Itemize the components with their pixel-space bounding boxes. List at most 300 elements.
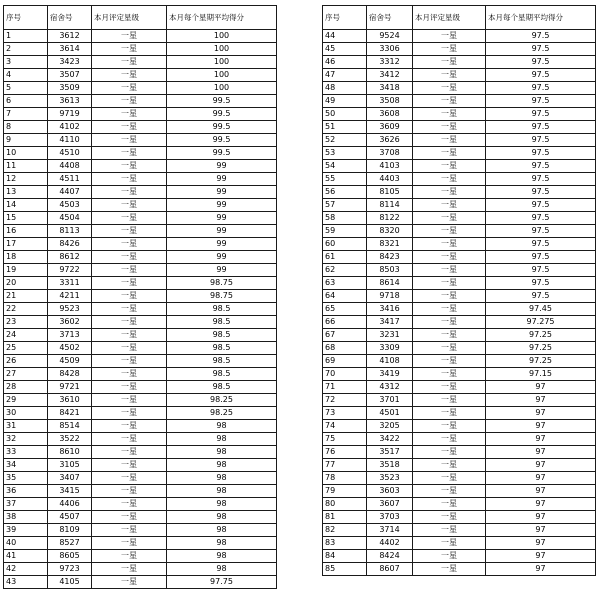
level-cell[interactable]: 一星 <box>413 394 486 407</box>
level-cell[interactable]: 一星 <box>413 446 486 459</box>
score-cell[interactable]: 98 <box>167 511 277 524</box>
level-cell[interactable]: 一星 <box>92 264 167 277</box>
seq-cell[interactable]: 38 <box>4 511 48 524</box>
score-cell[interactable]: 97.15 <box>486 368 596 381</box>
seq-cell[interactable]: 70 <box>323 368 367 381</box>
dorm-cell[interactable]: 8610 <box>48 446 92 459</box>
dorm-cell[interactable]: 4501 <box>367 407 413 420</box>
seq-cell[interactable]: 67 <box>323 329 367 342</box>
score-cell[interactable]: 97 <box>486 524 596 537</box>
level-cell[interactable]: 一星 <box>413 550 486 563</box>
level-cell[interactable]: 一星 <box>92 173 167 186</box>
score-cell[interactable]: 99 <box>167 264 277 277</box>
dorm-cell[interactable]: 8514 <box>48 420 92 433</box>
dorm-cell[interactable]: 4407 <box>48 186 92 199</box>
level-cell[interactable]: 一星 <box>92 238 167 251</box>
level-cell[interactable]: 一星 <box>92 563 167 576</box>
seq-cell[interactable]: 49 <box>323 95 367 108</box>
dorm-cell[interactable]: 3407 <box>48 472 92 485</box>
seq-cell[interactable]: 55 <box>323 173 367 186</box>
seq-cell[interactable]: 77 <box>323 459 367 472</box>
dorm-cell[interactable]: 8612 <box>48 251 92 264</box>
seq-cell[interactable]: 79 <box>323 485 367 498</box>
level-cell[interactable]: 一星 <box>413 69 486 82</box>
dorm-cell[interactable]: 3713 <box>48 329 92 342</box>
header-dorm[interactable]: 宿舍号 <box>48 6 92 30</box>
score-cell[interactable]: 97.5 <box>486 121 596 134</box>
seq-cell[interactable]: 58 <box>323 212 367 225</box>
seq-cell[interactable]: 2 <box>4 43 48 56</box>
dorm-cell[interactable]: 9524 <box>367 30 413 43</box>
level-cell[interactable]: 一星 <box>413 238 486 251</box>
level-cell[interactable]: 一星 <box>413 368 486 381</box>
score-cell[interactable]: 98.5 <box>167 368 277 381</box>
score-cell[interactable]: 98.75 <box>167 290 277 303</box>
score-cell[interactable]: 98.5 <box>167 381 277 394</box>
level-cell[interactable]: 一星 <box>92 212 167 225</box>
dorm-cell[interactable]: 8114 <box>367 199 413 212</box>
score-cell[interactable]: 97.5 <box>486 212 596 225</box>
seq-cell[interactable]: 76 <box>323 446 367 459</box>
dorm-cell[interactable]: 3231 <box>367 329 413 342</box>
dorm-cell[interactable]: 3517 <box>367 446 413 459</box>
dorm-cell[interactable]: 9523 <box>48 303 92 316</box>
score-cell[interactable]: 97.5 <box>486 82 596 95</box>
seq-cell[interactable]: 56 <box>323 186 367 199</box>
dorm-cell[interactable]: 3205 <box>367 420 413 433</box>
seq-cell[interactable]: 66 <box>323 316 367 329</box>
level-cell[interactable]: 一星 <box>413 30 486 43</box>
dorm-cell[interactable]: 4211 <box>48 290 92 303</box>
dorm-cell[interactable]: 8503 <box>367 264 413 277</box>
seq-cell[interactable]: 23 <box>4 316 48 329</box>
seq-cell[interactable]: 69 <box>323 355 367 368</box>
level-cell[interactable]: 一星 <box>92 550 167 563</box>
dorm-cell[interactable]: 9719 <box>48 108 92 121</box>
score-cell[interactable]: 100 <box>167 69 277 82</box>
seq-cell[interactable]: 71 <box>323 381 367 394</box>
dorm-cell[interactable]: 4110 <box>48 134 92 147</box>
dorm-cell[interactable]: 8113 <box>48 225 92 238</box>
dorm-cell[interactable]: 3418 <box>367 82 413 95</box>
seq-cell[interactable]: 83 <box>323 537 367 550</box>
level-cell[interactable]: 一星 <box>413 342 486 355</box>
score-cell[interactable]: 98 <box>167 472 277 485</box>
level-cell[interactable]: 一星 <box>92 342 167 355</box>
level-cell[interactable]: 一星 <box>413 121 486 134</box>
seq-cell[interactable]: 54 <box>323 160 367 173</box>
level-cell[interactable]: 一星 <box>92 394 167 407</box>
seq-cell[interactable]: 30 <box>4 407 48 420</box>
dorm-cell[interactable]: 3607 <box>367 498 413 511</box>
score-cell[interactable]: 97.5 <box>486 147 596 160</box>
seq-cell[interactable]: 50 <box>323 108 367 121</box>
seq-cell[interactable]: 37 <box>4 498 48 511</box>
dorm-cell[interactable]: 9721 <box>48 381 92 394</box>
level-cell[interactable]: 一星 <box>413 498 486 511</box>
level-cell[interactable]: 一星 <box>413 160 486 173</box>
score-cell[interactable]: 98 <box>167 537 277 550</box>
level-cell[interactable]: 一星 <box>92 160 167 173</box>
seq-cell[interactable]: 85 <box>323 563 367 576</box>
score-cell[interactable]: 97.5 <box>486 199 596 212</box>
dorm-cell[interactable]: 3415 <box>48 485 92 498</box>
dorm-cell[interactable]: 3508 <box>367 95 413 108</box>
level-cell[interactable]: 一星 <box>413 407 486 420</box>
score-cell[interactable]: 100 <box>167 82 277 95</box>
score-cell[interactable]: 98.25 <box>167 394 277 407</box>
seq-cell[interactable]: 72 <box>323 394 367 407</box>
dorm-cell[interactable]: 8321 <box>367 238 413 251</box>
dorm-cell[interactable]: 3306 <box>367 43 413 56</box>
score-cell[interactable]: 98 <box>167 550 277 563</box>
level-cell[interactable]: 一星 <box>92 30 167 43</box>
level-cell[interactable]: 一星 <box>92 134 167 147</box>
dorm-cell[interactable]: 9718 <box>367 290 413 303</box>
level-cell[interactable]: 一星 <box>413 459 486 472</box>
seq-cell[interactable]: 43 <box>4 576 48 589</box>
score-cell[interactable]: 98 <box>167 524 277 537</box>
score-cell[interactable]: 97.5 <box>486 238 596 251</box>
header-seq[interactable]: 序号 <box>323 6 367 30</box>
dorm-cell[interactable]: 4408 <box>48 160 92 173</box>
dorm-cell[interactable]: 4509 <box>48 355 92 368</box>
level-cell[interactable]: 一星 <box>92 251 167 264</box>
score-cell[interactable]: 99.5 <box>167 108 277 121</box>
score-cell[interactable]: 99 <box>167 199 277 212</box>
seq-cell[interactable]: 73 <box>323 407 367 420</box>
dorm-cell[interactable]: 4507 <box>48 511 92 524</box>
dorm-cell[interactable]: 8122 <box>367 212 413 225</box>
score-cell[interactable]: 98 <box>167 498 277 511</box>
seq-cell[interactable]: 41 <box>4 550 48 563</box>
seq-cell[interactable]: 31 <box>4 420 48 433</box>
score-cell[interactable]: 97 <box>486 446 596 459</box>
level-cell[interactable]: 一星 <box>413 134 486 147</box>
score-cell[interactable]: 97 <box>486 537 596 550</box>
score-cell[interactable]: 97.5 <box>486 160 596 173</box>
header-seq[interactable]: 序号 <box>4 6 48 30</box>
seq-cell[interactable]: 4 <box>4 69 48 82</box>
score-cell[interactable]: 97.275 <box>486 316 596 329</box>
level-cell[interactable]: 一星 <box>92 290 167 303</box>
score-cell[interactable]: 99 <box>167 173 277 186</box>
header-dorm[interactable]: 宿舍号 <box>367 6 413 30</box>
dorm-cell[interactable]: 8421 <box>48 407 92 420</box>
dorm-cell[interactable]: 3507 <box>48 69 92 82</box>
level-cell[interactable]: 一星 <box>92 121 167 134</box>
score-cell[interactable]: 99 <box>167 251 277 264</box>
dorm-cell[interactable]: 3416 <box>367 303 413 316</box>
seq-cell[interactable]: 5 <box>4 82 48 95</box>
score-cell[interactable]: 98 <box>167 420 277 433</box>
level-cell[interactable]: 一星 <box>413 485 486 498</box>
dorm-cell[interactable]: 3312 <box>367 56 413 69</box>
level-cell[interactable]: 一星 <box>413 563 486 576</box>
score-cell[interactable]: 97 <box>486 407 596 420</box>
level-cell[interactable]: 一星 <box>413 316 486 329</box>
level-cell[interactable]: 一星 <box>92 316 167 329</box>
level-cell[interactable]: 一星 <box>92 329 167 342</box>
level-cell[interactable]: 一星 <box>92 576 167 589</box>
score-cell[interactable]: 100 <box>167 56 277 69</box>
seq-cell[interactable]: 44 <box>323 30 367 43</box>
score-cell[interactable]: 100 <box>167 30 277 43</box>
level-cell[interactable]: 一星 <box>92 381 167 394</box>
seq-cell[interactable]: 12 <box>4 173 48 186</box>
seq-cell[interactable]: 57 <box>323 199 367 212</box>
seq-cell[interactable]: 19 <box>4 264 48 277</box>
level-cell[interactable]: 一星 <box>413 95 486 108</box>
score-cell[interactable]: 97.5 <box>486 173 596 186</box>
score-cell[interactable]: 99 <box>167 160 277 173</box>
level-cell[interactable]: 一星 <box>92 199 167 212</box>
score-cell[interactable]: 98 <box>167 485 277 498</box>
score-cell[interactable]: 97 <box>486 394 596 407</box>
dorm-cell[interactable]: 4103 <box>367 160 413 173</box>
seq-cell[interactable]: 42 <box>4 563 48 576</box>
score-cell[interactable]: 97.5 <box>486 186 596 199</box>
dorm-cell[interactable]: 8426 <box>48 238 92 251</box>
dorm-cell[interactable]: 3626 <box>367 134 413 147</box>
dorm-cell[interactable]: 3419 <box>367 368 413 381</box>
score-cell[interactable]: 98.5 <box>167 342 277 355</box>
seq-cell[interactable]: 11 <box>4 160 48 173</box>
level-cell[interactable]: 一星 <box>413 511 486 524</box>
dorm-cell[interactable]: 8607 <box>367 563 413 576</box>
dorm-cell[interactable]: 4108 <box>367 355 413 368</box>
level-cell[interactable]: 一星 <box>92 459 167 472</box>
dorm-cell[interactable]: 8527 <box>48 537 92 550</box>
score-cell[interactable]: 98.5 <box>167 303 277 316</box>
score-cell[interactable]: 97 <box>486 511 596 524</box>
score-cell[interactable]: 97.5 <box>486 43 596 56</box>
level-cell[interactable]: 一星 <box>413 212 486 225</box>
dorm-cell[interactable]: 3703 <box>367 511 413 524</box>
dorm-cell[interactable]: 3609 <box>367 121 413 134</box>
seq-cell[interactable]: 47 <box>323 69 367 82</box>
score-cell[interactable]: 98 <box>167 563 277 576</box>
score-cell[interactable]: 97 <box>486 498 596 511</box>
level-cell[interactable]: 一星 <box>413 251 486 264</box>
seq-cell[interactable]: 25 <box>4 342 48 355</box>
score-cell[interactable]: 97.25 <box>486 355 596 368</box>
level-cell[interactable]: 一星 <box>92 446 167 459</box>
dorm-cell[interactable]: 3105 <box>48 459 92 472</box>
dorm-cell[interactable]: 4402 <box>367 537 413 550</box>
dorm-cell[interactable]: 3602 <box>48 316 92 329</box>
level-cell[interactable]: 一星 <box>413 108 486 121</box>
score-cell[interactable]: 97.5 <box>486 277 596 290</box>
level-cell[interactable]: 一星 <box>413 264 486 277</box>
level-cell[interactable]: 一星 <box>413 524 486 537</box>
score-cell[interactable]: 97 <box>486 472 596 485</box>
score-cell[interactable]: 98.25 <box>167 407 277 420</box>
seq-cell[interactable]: 53 <box>323 147 367 160</box>
seq-cell[interactable]: 64 <box>323 290 367 303</box>
dorm-cell[interactable]: 4403 <box>367 173 413 186</box>
level-cell[interactable]: 一星 <box>413 433 486 446</box>
level-cell[interactable]: 一星 <box>413 199 486 212</box>
seq-cell[interactable]: 63 <box>323 277 367 290</box>
seq-cell[interactable]: 40 <box>4 537 48 550</box>
score-cell[interactable]: 97 <box>486 420 596 433</box>
dorm-cell[interactable]: 3610 <box>48 394 92 407</box>
dorm-cell[interactable]: 8424 <box>367 550 413 563</box>
seq-cell[interactable]: 74 <box>323 420 367 433</box>
dorm-cell[interactable]: 9722 <box>48 264 92 277</box>
level-cell[interactable]: 一星 <box>92 433 167 446</box>
seq-cell[interactable]: 8 <box>4 121 48 134</box>
dorm-cell[interactable]: 4504 <box>48 212 92 225</box>
level-cell[interactable]: 一星 <box>92 277 167 290</box>
seq-cell[interactable]: 46 <box>323 56 367 69</box>
level-cell[interactable]: 一星 <box>92 524 167 537</box>
dorm-cell[interactable]: 3603 <box>367 485 413 498</box>
score-cell[interactable]: 98.5 <box>167 329 277 342</box>
score-cell[interactable]: 97.5 <box>486 225 596 238</box>
dorm-cell[interactable]: 4511 <box>48 173 92 186</box>
level-cell[interactable]: 一星 <box>413 290 486 303</box>
dorm-cell[interactable]: 3509 <box>48 82 92 95</box>
score-cell[interactable]: 99 <box>167 186 277 199</box>
dorm-cell[interactable]: 3412 <box>367 69 413 82</box>
score-cell[interactable]: 97.25 <box>486 342 596 355</box>
score-cell[interactable]: 97.5 <box>486 264 596 277</box>
level-cell[interactable]: 一星 <box>413 472 486 485</box>
seq-cell[interactable]: 75 <box>323 433 367 446</box>
dorm-cell[interactable]: 3518 <box>367 459 413 472</box>
score-cell[interactable]: 99.5 <box>167 121 277 134</box>
level-cell[interactable]: 一星 <box>92 368 167 381</box>
score-cell[interactable]: 97.5 <box>486 95 596 108</box>
dorm-cell[interactable]: 3701 <box>367 394 413 407</box>
score-cell[interactable]: 97 <box>486 563 596 576</box>
dorm-cell[interactable]: 4502 <box>48 342 92 355</box>
dorm-cell[interactable]: 8428 <box>48 368 92 381</box>
seq-cell[interactable]: 18 <box>4 251 48 264</box>
level-cell[interactable]: 一星 <box>413 186 486 199</box>
score-cell[interactable]: 99 <box>167 238 277 251</box>
seq-cell[interactable]: 36 <box>4 485 48 498</box>
dorm-cell[interactable]: 3309 <box>367 342 413 355</box>
level-cell[interactable]: 一星 <box>413 225 486 238</box>
seq-cell[interactable]: 29 <box>4 394 48 407</box>
seq-cell[interactable]: 60 <box>323 238 367 251</box>
level-cell[interactable]: 一星 <box>92 95 167 108</box>
score-cell[interactable]: 97.5 <box>486 251 596 264</box>
level-cell[interactable]: 一星 <box>92 56 167 69</box>
dorm-cell[interactable]: 3523 <box>367 472 413 485</box>
dorm-cell[interactable]: 3612 <box>48 30 92 43</box>
level-cell[interactable]: 一星 <box>413 56 486 69</box>
seq-cell[interactable]: 35 <box>4 472 48 485</box>
score-cell[interactable]: 97.5 <box>486 56 596 69</box>
seq-cell[interactable]: 82 <box>323 524 367 537</box>
score-cell[interactable]: 97 <box>486 485 596 498</box>
seq-cell[interactable]: 13 <box>4 186 48 199</box>
seq-cell[interactable]: 3 <box>4 56 48 69</box>
seq-cell[interactable]: 17 <box>4 238 48 251</box>
seq-cell[interactable]: 7 <box>4 108 48 121</box>
score-cell[interactable]: 97.5 <box>486 69 596 82</box>
dorm-cell[interactable]: 3708 <box>367 147 413 160</box>
dorm-cell[interactable]: 3311 <box>48 277 92 290</box>
level-cell[interactable]: 一星 <box>92 511 167 524</box>
seq-cell[interactable]: 6 <box>4 95 48 108</box>
seq-cell[interactable]: 39 <box>4 524 48 537</box>
level-cell[interactable]: 一星 <box>413 43 486 56</box>
dorm-cell[interactable]: 3714 <box>367 524 413 537</box>
score-cell[interactable]: 97 <box>486 433 596 446</box>
level-cell[interactable]: 一星 <box>92 472 167 485</box>
seq-cell[interactable]: 15 <box>4 212 48 225</box>
score-cell[interactable]: 99.5 <box>167 134 277 147</box>
dorm-cell[interactable]: 3423 <box>48 56 92 69</box>
seq-cell[interactable]: 62 <box>323 264 367 277</box>
level-cell[interactable]: 一星 <box>92 69 167 82</box>
level-cell[interactable]: 一星 <box>413 82 486 95</box>
level-cell[interactable]: 一星 <box>413 355 486 368</box>
dorm-cell[interactable]: 4105 <box>48 576 92 589</box>
seq-cell[interactable]: 45 <box>323 43 367 56</box>
dorm-cell[interactable]: 4102 <box>48 121 92 134</box>
score-cell[interactable]: 97 <box>486 459 596 472</box>
level-cell[interactable]: 一星 <box>92 147 167 160</box>
header-level[interactable]: 本月评定星级 <box>413 6 486 30</box>
level-cell[interactable]: 一星 <box>413 329 486 342</box>
seq-cell[interactable]: 27 <box>4 368 48 381</box>
seq-cell[interactable]: 59 <box>323 225 367 238</box>
dorm-cell[interactable]: 3417 <box>367 316 413 329</box>
score-cell[interactable]: 99.5 <box>167 147 277 160</box>
seq-cell[interactable]: 68 <box>323 342 367 355</box>
level-cell[interactable]: 一星 <box>413 173 486 186</box>
dorm-cell[interactable]: 8605 <box>48 550 92 563</box>
score-cell[interactable]: 98.5 <box>167 355 277 368</box>
dorm-cell[interactable]: 8614 <box>367 277 413 290</box>
level-cell[interactable]: 一星 <box>92 407 167 420</box>
header-score[interactable]: 本月每个星期平均得分 <box>167 6 277 30</box>
dorm-cell[interactable]: 8423 <box>367 251 413 264</box>
dorm-cell[interactable]: 4510 <box>48 147 92 160</box>
seq-cell[interactable]: 10 <box>4 147 48 160</box>
score-cell[interactable]: 98 <box>167 433 277 446</box>
score-cell[interactable]: 97.5 <box>486 134 596 147</box>
seq-cell[interactable]: 34 <box>4 459 48 472</box>
dorm-cell[interactable]: 4406 <box>48 498 92 511</box>
seq-cell[interactable]: 24 <box>4 329 48 342</box>
level-cell[interactable]: 一星 <box>92 355 167 368</box>
seq-cell[interactable]: 26 <box>4 355 48 368</box>
score-cell[interactable]: 97 <box>486 381 596 394</box>
level-cell[interactable]: 一星 <box>92 108 167 121</box>
seq-cell[interactable]: 78 <box>323 472 367 485</box>
dorm-cell[interactable]: 3522 <box>48 433 92 446</box>
level-cell[interactable]: 一星 <box>92 498 167 511</box>
seq-cell[interactable]: 61 <box>323 251 367 264</box>
level-cell[interactable]: 一星 <box>413 420 486 433</box>
seq-cell[interactable]: 32 <box>4 433 48 446</box>
seq-cell[interactable]: 20 <box>4 277 48 290</box>
level-cell[interactable]: 一星 <box>413 381 486 394</box>
seq-cell[interactable]: 33 <box>4 446 48 459</box>
score-cell[interactable]: 97 <box>486 550 596 563</box>
seq-cell[interactable]: 48 <box>323 82 367 95</box>
seq-cell[interactable]: 1 <box>4 30 48 43</box>
score-cell[interactable]: 97.25 <box>486 329 596 342</box>
score-cell[interactable]: 99.5 <box>167 95 277 108</box>
